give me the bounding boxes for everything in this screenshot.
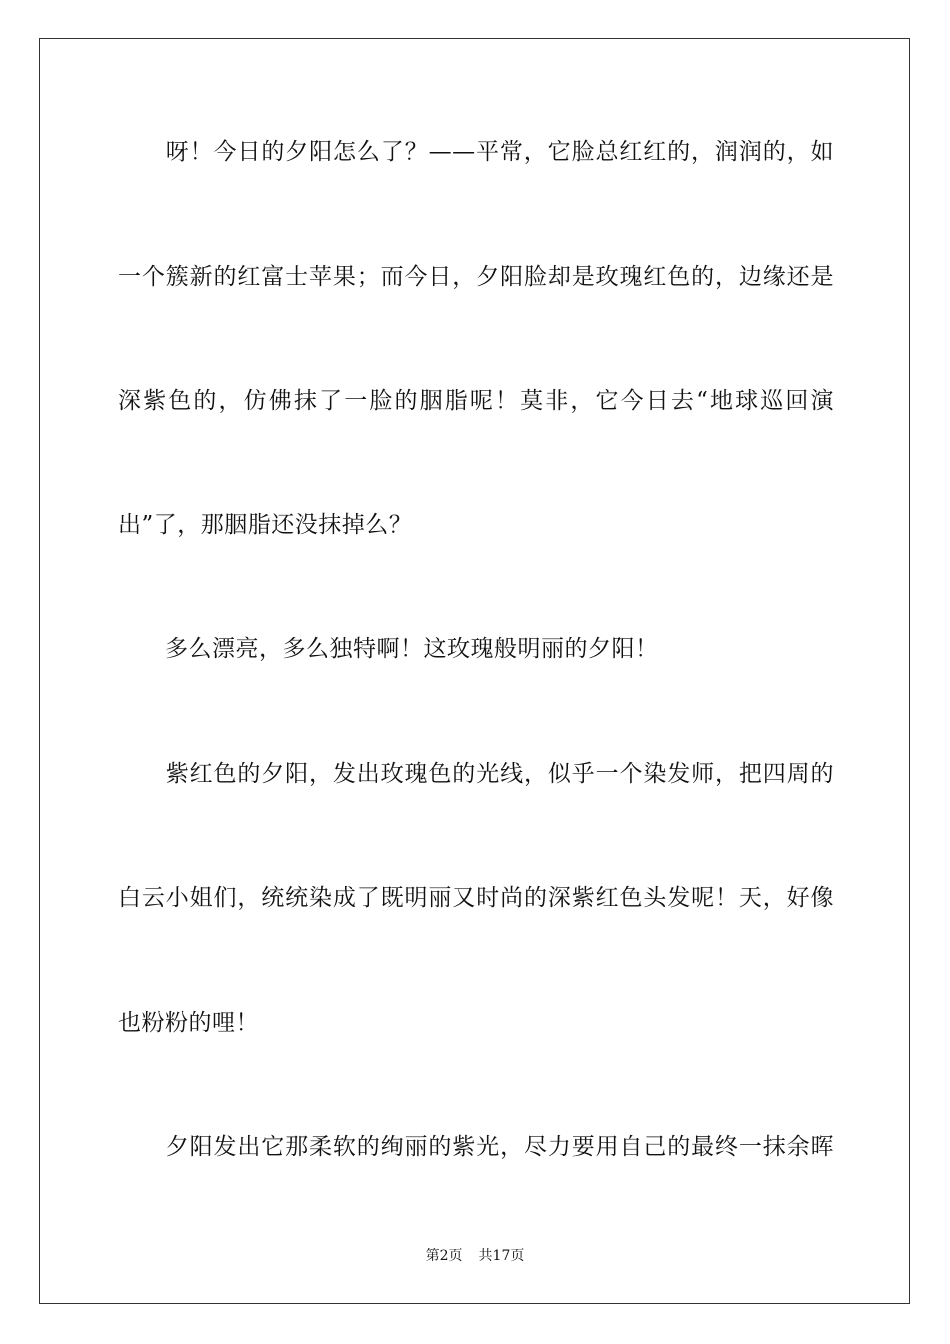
paragraph-line: 也粉粉的哩！ bbox=[118, 1010, 259, 1036]
page-border bbox=[39, 38, 910, 1304]
paragraph-line: 一个簇新的红富士苹果；而今日，夕阳脸却是玫瑰红色的，边缘还是 bbox=[118, 264, 834, 290]
paragraph-line: 多么漂亮，多么独特啊！这玫瑰般明丽的夕阳！ bbox=[118, 636, 659, 662]
page-footer bbox=[0, 1246, 950, 1266]
paragraph-line: 白云小姐们，统统染成了既明丽又时尚的深紫红色头发呢！天，好像 bbox=[118, 885, 834, 911]
paragraph-line: 紫红色的夕阳，发出玫瑰色的光线，似乎一个染发师，把四周的 bbox=[118, 761, 834, 787]
paragraph-line: 出”了，那胭脂还没抹掉么？ bbox=[118, 512, 413, 538]
page-number: 第2页 bbox=[425, 1248, 463, 1264]
paragraph-line: 夕阳发出它那柔软的绚丽的紫光，尽力要用自己的最终一抹余晖 bbox=[118, 1134, 834, 1160]
paragraph-line: 呀！今日的夕阳怎么了？——平常，它脸总红红的，润润的，如 bbox=[118, 139, 834, 165]
paragraph-line: 深紫色的，仿佛抹了一脸的胭脂呢！莫非，它今日去“地球巡回演 bbox=[118, 388, 834, 414]
total-pages: 共17页 bbox=[478, 1248, 525, 1264]
